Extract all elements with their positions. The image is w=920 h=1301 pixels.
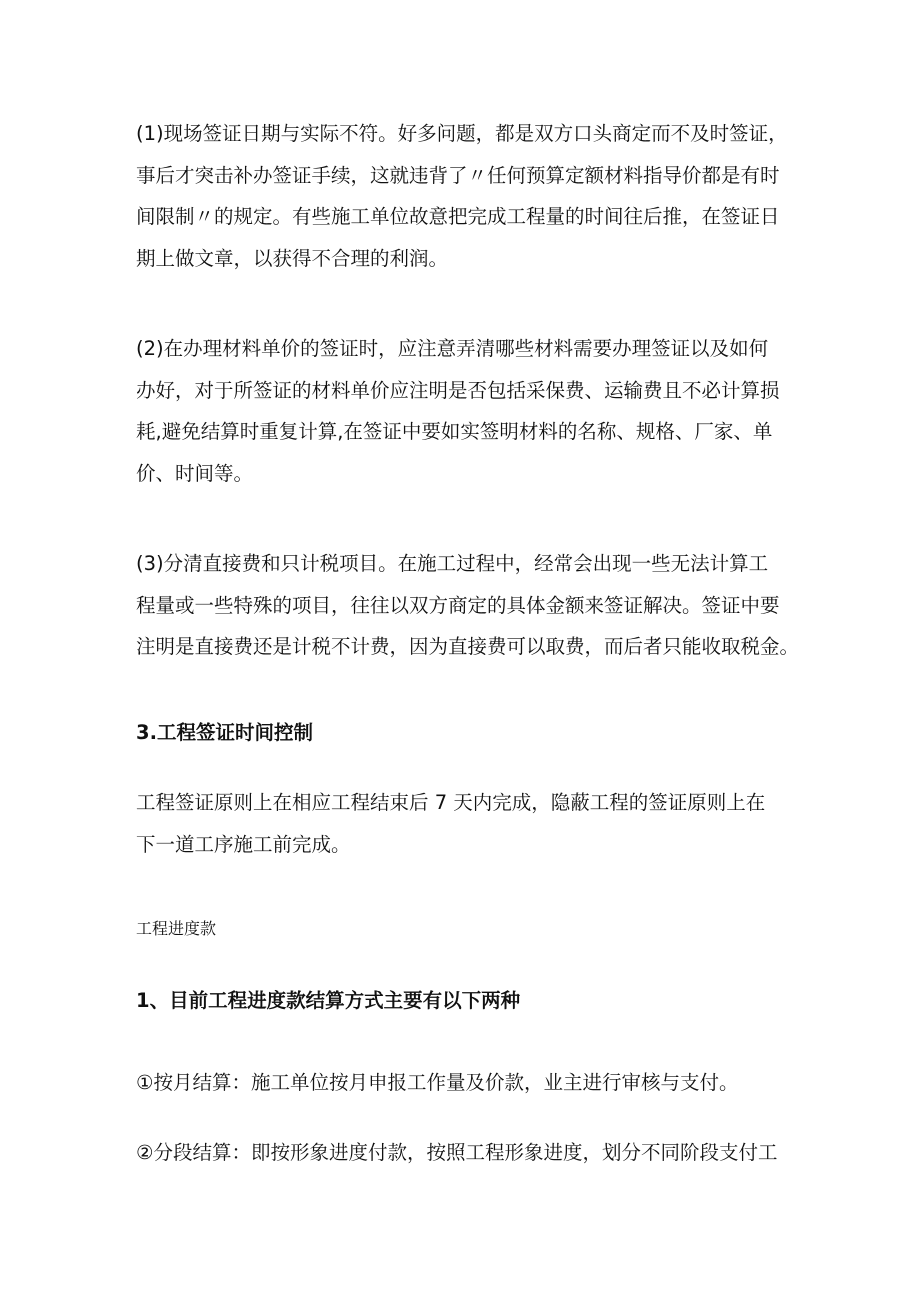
heading-settlement-methods: 1、目前工程进度款结算方式主要有以下两种 <box>136 989 521 1012</box>
section-label-progress-payment: 工程进度款 <box>136 919 217 938</box>
list-item-2 <box>136 1132 796 1174</box>
list-item-staged-settlement: ②分段结算：即按形象进度付款，按照工程形象进度，划分不同阶段支付工 <box>136 1141 778 1164</box>
paragraph-2-line-1: (2)在办理材料单价的签证时，应注意弄清哪些材料需要办理签证以及如何 <box>136 337 769 360</box>
section-heading-3 <box>136 712 796 754</box>
paragraph-1 <box>136 113 796 279</box>
section-label-block <box>136 914 796 944</box>
paragraph-4 <box>136 782 796 865</box>
section-heading-1 <box>136 980 796 1022</box>
paragraph-3 <box>136 543 800 668</box>
paragraph-2-line-2: 办好，对于所签证的材料单价应注明是否包括采保费、运输费且不必计算损 <box>136 378 780 402</box>
paragraph-4-line-2: 下一道工序施工前完成。 <box>136 832 351 856</box>
paragraph-1-line-3: 间限制〃的规定。有些施工单位故意把完成工程量的时间往后推，在签证日 <box>136 205 780 228</box>
paragraph-3-line-3: 注明是直接费还是计税不计费，因为直接费可以取费，而后者只能收取税金。 <box>136 635 800 658</box>
list-item-1 <box>136 1062 796 1104</box>
heading-time-control: 3.工程签证时间控制 <box>136 721 313 744</box>
paragraph-4-line-1: 工程签证原则上在相应工程结束后 7 天内完成，隐蔽工程的签证原则上在 <box>136 791 766 814</box>
paragraph-1-line-2: 事后才突击补办签证手续，这就违背了〃任何预算定额材料指导价都是有时 <box>136 163 780 187</box>
paragraph-2-line-4: 价、时间等。 <box>136 461 254 485</box>
paragraph-1-line-1: (1)现场签证日期与实际不符。好多问题，都是双方口头商定而不及时签证， <box>136 122 788 145</box>
paragraph-3-line-2: 程量或一些特殊的项目，往往以双方商定的具体金额来签证解决。签证中要 <box>136 593 780 617</box>
paragraph-2 <box>136 328 796 494</box>
paragraph-3-line-1: (3)分清直接费和只计税项目。在施工过程中，经常会出现一些无法计算工 <box>136 552 769 575</box>
paragraph-1-line-4: 期上做文章，以获得不合理的利润。 <box>136 246 449 270</box>
list-item-monthly-settlement: ①按月结算：施工单位按月申报工作量及价款，业主进行审核与支付。 <box>136 1071 739 1094</box>
paragraph-2-line-3: 耗,避免结算时重复计算,在签证中要如实签明材料的名称、规格、厂家、单 <box>136 420 773 443</box>
